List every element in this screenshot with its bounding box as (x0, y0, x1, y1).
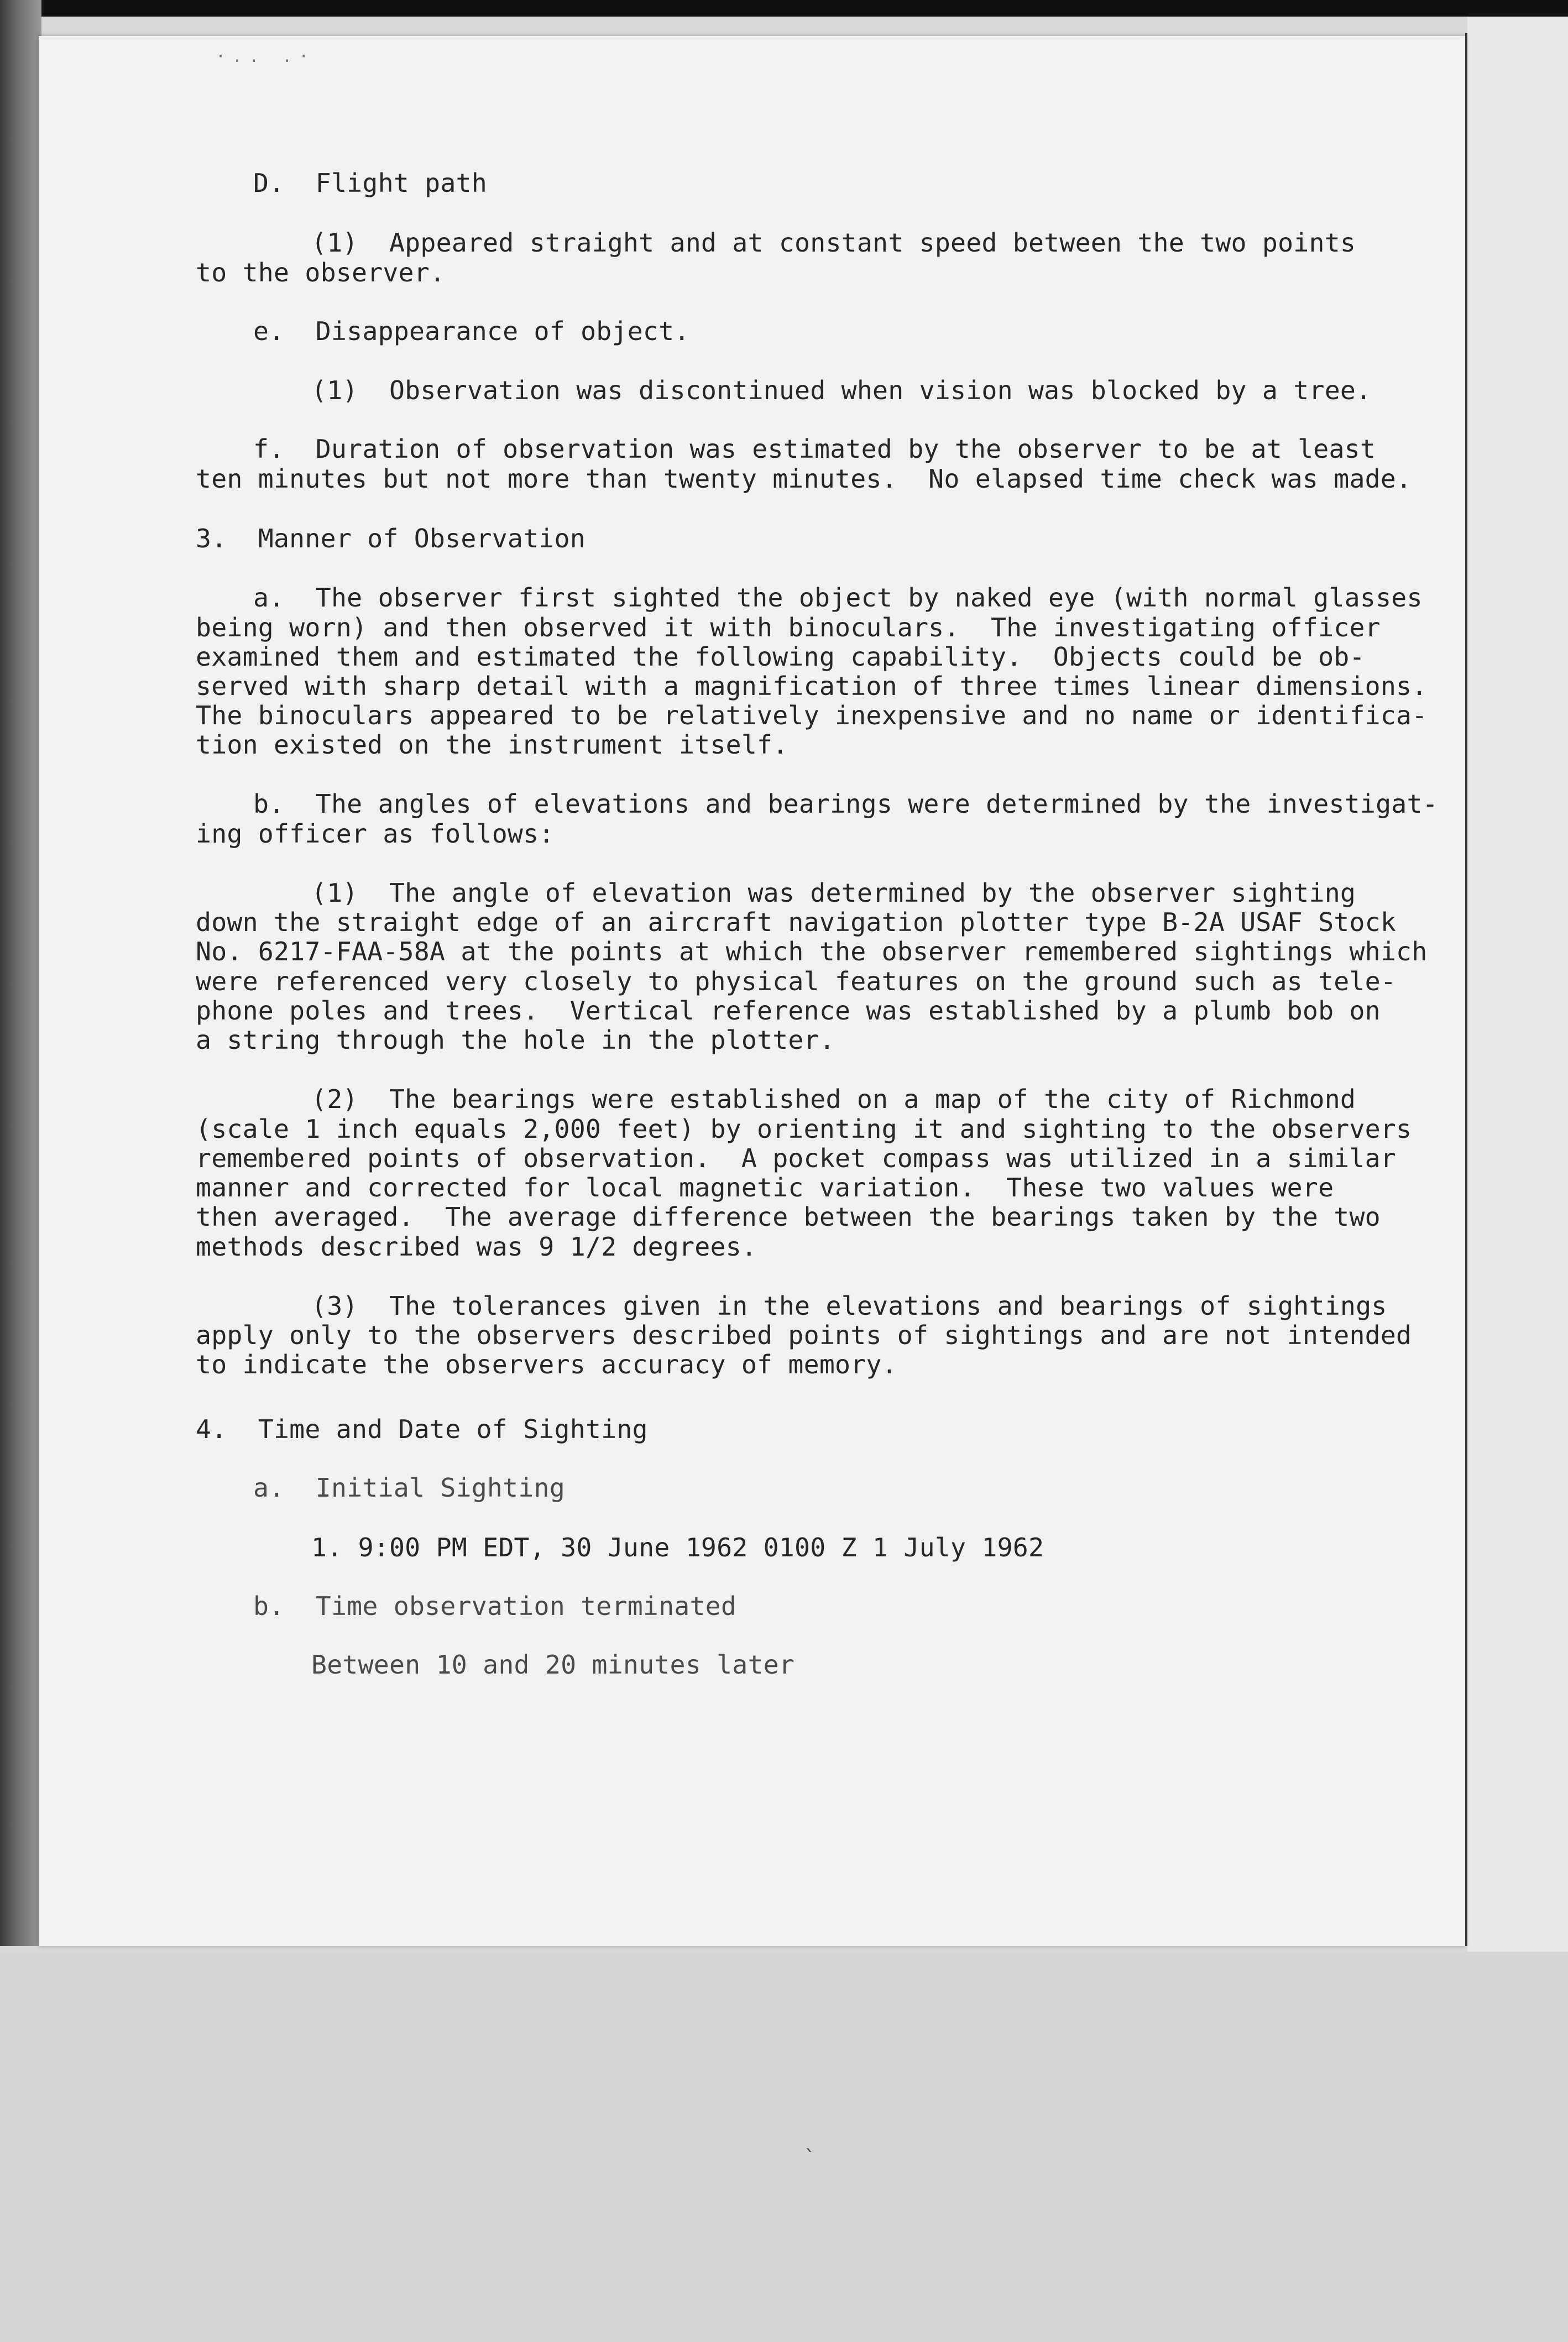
film-right-margin (1467, 17, 1568, 1952)
film-bottom-area (0, 1952, 1568, 2342)
section-3b1-line: down the straight edge of an aircraft navigation plotter type B-2A USAF Stock (196, 907, 1397, 937)
section-3b3-line: to indicate the observers accuracy of memory. (196, 1350, 897, 1379)
section-d-item1-line1: (1) Appeared straight and at constant speed between the two points (311, 228, 1356, 258)
section-3b-line: ing officer as follows: (196, 819, 555, 849)
section-3b1-line: were referenced very closely to physical features on the ground such as tele- (196, 966, 1397, 996)
section-4b-item: Between 10 and 20 minutes later (311, 1650, 795, 1680)
section-3b2-line: (scale 1 inch equals 2,000 feet) by orienting it and sighting to the observers (196, 1114, 1412, 1144)
section-3b2-line: (2) The bearings were established on a map of the city of Richmond (311, 1084, 1356, 1114)
sheet-right-edge (1465, 33, 1467, 1946)
section-3b1-line: (1) The angle of elevation was determined by the observer sighting (311, 878, 1356, 908)
section-4b-heading: b. Time observation terminated (253, 1591, 737, 1621)
section-3b3-line: (3) The tolerances given in the elevations and bearings of sightings (311, 1291, 1387, 1321)
section-4a-heading: a. Initial Sighting (253, 1473, 565, 1503)
section-3b2-line: methods described was 9 1/2 degrees. (196, 1232, 757, 1262)
section-3b1-line: No. 6217-FAA-58A at the points at which the observer remembered sightings which (196, 937, 1428, 966)
section-e-heading: e. Disappearance of object. (253, 316, 690, 346)
section-3b2-line: remembered points of observation. A pocket compass was utilized in a similar (196, 1143, 1397, 1173)
section-3a-line: tion existed on the instrument itself. (196, 730, 788, 760)
section-3b1-line: a string through the hole in the plotter. (196, 1025, 835, 1055)
section-d-item1-line2: to the observer. (196, 258, 446, 287)
film-top-edge (0, 0, 1568, 17)
section-3b2-line: then averaged. The average difference between the bearings taken by the two (196, 1202, 1381, 1232)
section-f-line1: f. Duration of observation was estimated by the observer to be at least (253, 434, 1376, 464)
section-3b1-line: phone poles and trees. Vertical reference was established by a plumb bob on (196, 996, 1381, 1026)
section-3a-line: examined them and estimated the following capability. Objects could be ob- (196, 642, 1365, 672)
section-4-heading: 4. Time and Date of Sighting (196, 1414, 648, 1444)
section-3a-line: served with sharp detail with a magnification of three times linear dimensions. (196, 671, 1428, 701)
film-left-edge (0, 0, 41, 1946)
section-3a-line: a. The observer first sighted the object by naked eye (with normal glasses (253, 583, 1423, 613)
scan-specks: ·.. .· (216, 47, 316, 66)
section-3-heading: 3. Manner of Observation (196, 524, 586, 553)
section-3b3-line: apply only to the observers described points of sightings and are not intended (196, 1320, 1412, 1350)
section-f-line2: ten minutes but not more than twenty minutes. No elapsed time check was made. (196, 464, 1412, 494)
section-e-item1: (1) Observation was discontinued when vision was blocked by a tree. (311, 375, 1372, 405)
section-d-heading: D. Flight path (253, 168, 487, 198)
section-3a-line: The binoculars appeared to be relatively inexpensive and no name or identifica- (196, 700, 1428, 730)
scan-speck-bottom (803, 2129, 809, 2140)
section-4a-item: 1. 9:00 PM EDT, 30 June 1962 0100 Z 1 July 1962 (311, 1533, 1044, 1562)
section-3b2-line: manner and corrected for local magnetic variation. These two values were (196, 1173, 1334, 1203)
section-3a-line: being worn) and then observed it with binoculars. The investigating officer (196, 613, 1381, 642)
section-3b-line: b. The angles of elevations and bearings were determined by the investigat- (253, 789, 1438, 819)
